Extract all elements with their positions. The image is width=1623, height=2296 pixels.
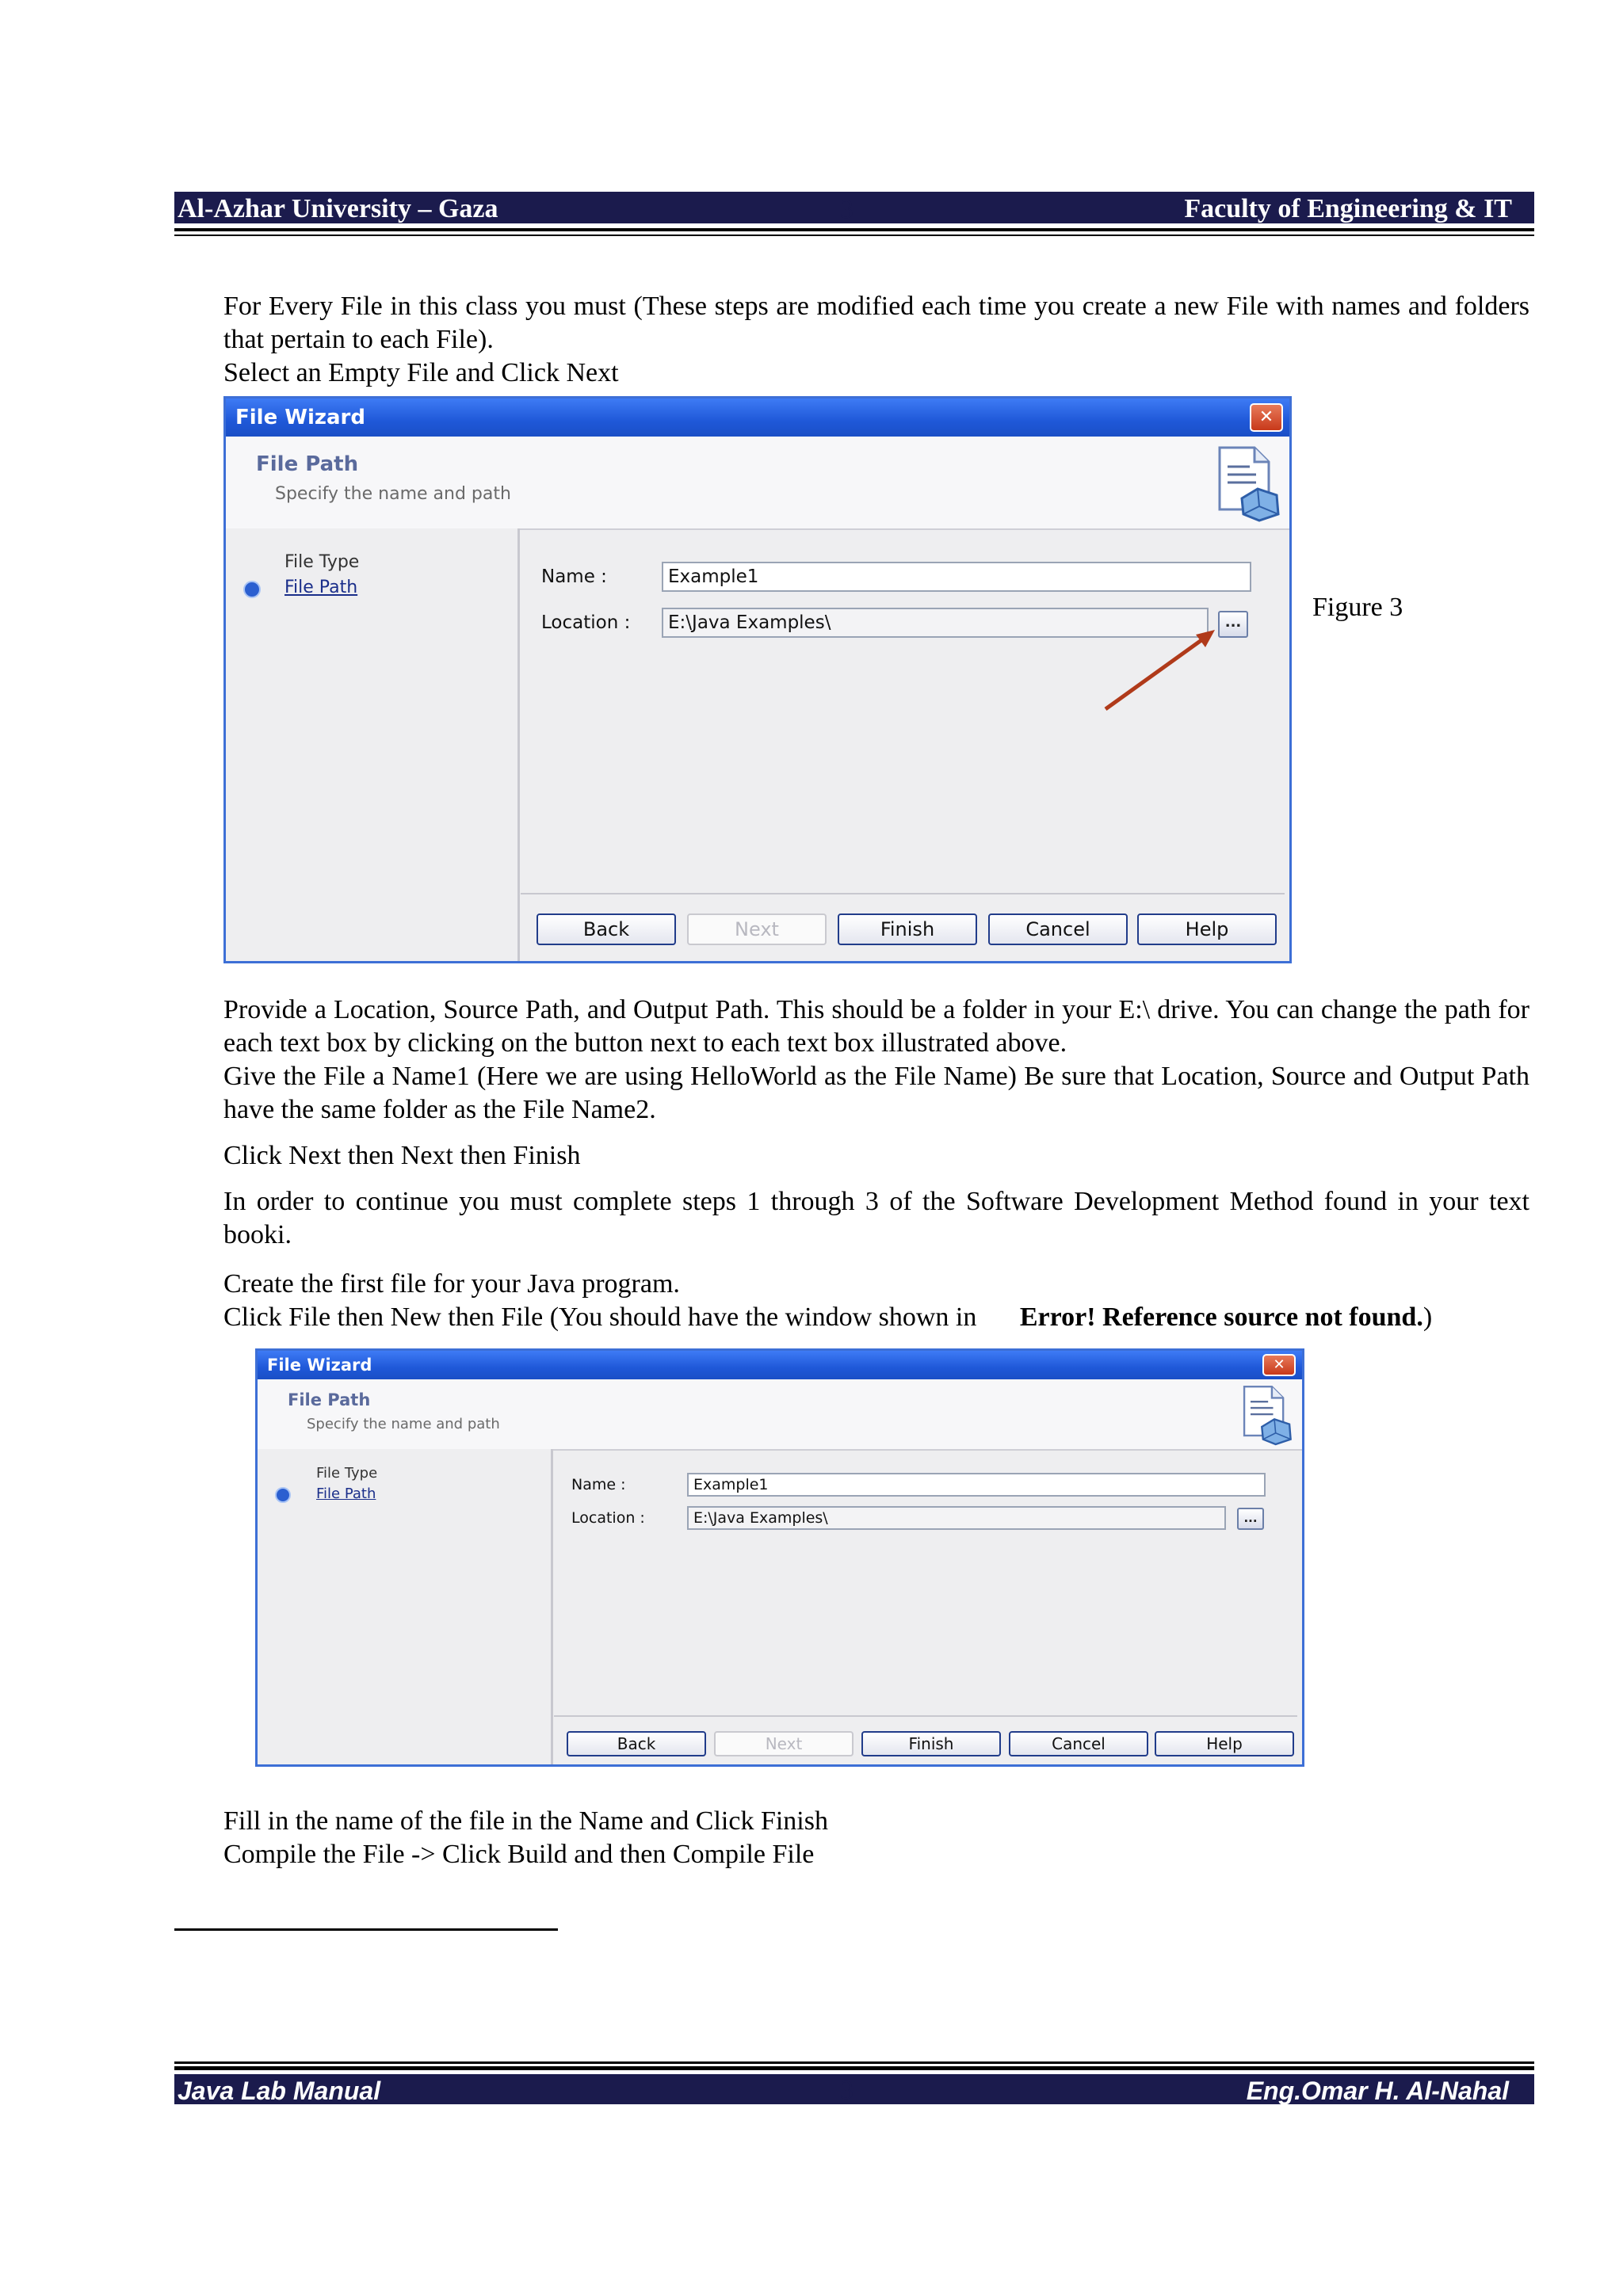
- browse-button[interactable]: ...: [1237, 1508, 1264, 1530]
- paragraph-every-file: For Every File in this class you must (These steps are modified each time you create a new File with names and folders that pertain to each File).: [223, 292, 1529, 354]
- header-university: Al-Azhar University – Gaza: [178, 194, 498, 223]
- location-input[interactable]: E:\Java Examples\: [687, 1506, 1226, 1530]
- banner-subtitle: Specify the name and path: [275, 484, 511, 504]
- dialog-title: File Wizard: [235, 406, 365, 429]
- reference-error-text: Error! Reference source not found.: [1019, 1302, 1423, 1332]
- button-separator: [521, 893, 1285, 894]
- name-input[interactable]: Example1: [687, 1473, 1266, 1497]
- paragraph-select-empty-file: Select an Empty File and Click Next: [223, 358, 619, 387]
- footer-rule-thin: [174, 2061, 1534, 2064]
- wizard-nav-pane: [226, 528, 520, 961]
- name-label: Name :: [571, 1476, 626, 1493]
- location-label: Location :: [541, 612, 631, 633]
- dialog-title-bar: [258, 1351, 1302, 1379]
- header-faculty: Faculty of Engineering & IT: [1184, 194, 1512, 223]
- nav-file-path[interactable]: File Path: [285, 578, 358, 597]
- click-file-text-end: ): [1423, 1302, 1433, 1332]
- back-button[interactable]: Back: [537, 913, 676, 945]
- next-button[interactable]: Next: [687, 913, 827, 945]
- footer-author: Eng.Omar H. Al-Nahal: [1246, 2077, 1509, 2105]
- cancel-button[interactable]: Cancel: [1009, 1731, 1148, 1756]
- nav-file-path[interactable]: File Path: [316, 1486, 376, 1502]
- banner-title: File Path: [288, 1390, 371, 1409]
- footer-page-number: 3: [840, 2076, 854, 2105]
- paragraph-click-next: Click Next then Next then Finish: [223, 1141, 581, 1170]
- document-wizard-icon: [1235, 1383, 1296, 1446]
- paragraph-provide-location: Provide a Location, Source Path, and Output Path. This should be a folder in your E:\ drive. You can change the path for each text box by clicking on the button next to each text box illustrated above.: [223, 995, 1529, 1058]
- header-rule: [174, 228, 1534, 231]
- location-label: Location :: [571, 1509, 645, 1527]
- next-button[interactable]: Next: [714, 1731, 854, 1756]
- header-bar: [174, 192, 1534, 223]
- figure-caption: Figure 3: [1312, 593, 1403, 622]
- dialog-title-bar: [226, 399, 1289, 437]
- dialog-banner: [258, 1379, 1302, 1451]
- name-input[interactable]: Example1: [662, 562, 1251, 592]
- footer-manual-title: Java Lab Manual: [178, 2077, 381, 2105]
- paragraph-create-first-file: Create the first file for your Java program.: [223, 1269, 680, 1299]
- footnote-rule: [174, 1928, 558, 1931]
- file-wizard-dialog-figure3: [223, 396, 1292, 963]
- back-button[interactable]: Back: [567, 1731, 706, 1756]
- file-wizard-dialog-second: [255, 1348, 1304, 1767]
- header-page-number: 3: [840, 195, 854, 224]
- paragraph-fill-name: Fill in the name of the file in the Name and Click Finish: [223, 1806, 828, 1836]
- browse-button[interactable]: ...: [1218, 611, 1248, 638]
- nav-file-type[interactable]: File Type: [285, 552, 360, 572]
- button-separator: [554, 1715, 1297, 1717]
- finish-button[interactable]: Finish: [838, 913, 977, 945]
- banner-subtitle: Specify the name and path: [307, 1416, 500, 1432]
- current-step-icon: [243, 581, 261, 598]
- document-wizard-icon: [1209, 443, 1285, 522]
- paragraph-continue-steps: In order to continue you must complete steps 1 through 3 of the Software Development Method found in your text booki.: [223, 1187, 1529, 1249]
- paragraph-click-file-new: [223, 1301, 1529, 1334]
- paragraph-give-name: Give the File a Name1 (Here we are using HelloWorld as the File Name) Be sure that Location, Source and Output Path have the same folder as the File Name2.: [223, 1062, 1529, 1124]
- help-button[interactable]: Help: [1155, 1731, 1294, 1756]
- paragraph-compile: Compile the File -> Click Build and then Compile File: [223, 1840, 815, 1869]
- banner-title: File Path: [256, 452, 359, 476]
- name-label: Name :: [541, 566, 607, 587]
- dialog-banner: [226, 437, 1289, 530]
- nav-file-type[interactable]: File Type: [316, 1465, 378, 1482]
- footer-bar: [174, 2074, 1534, 2104]
- dialog-title: File Wizard: [267, 1356, 372, 1375]
- close-icon[interactable]: ✕: [1250, 403, 1283, 432]
- pointer-arrow: [1098, 620, 1224, 715]
- footer-rule: [174, 2066, 1534, 2070]
- location-input[interactable]: E:\Java Examples\: [662, 608, 1209, 638]
- header-rule-thin: [174, 235, 1534, 236]
- wizard-nav-pane: [258, 1449, 553, 1764]
- help-button[interactable]: Help: [1137, 913, 1277, 945]
- close-icon[interactable]: ✕: [1262, 1354, 1296, 1376]
- click-file-text: Click File then New then File (You should have the window shown in: [223, 1302, 977, 1332]
- finish-button[interactable]: Finish: [861, 1731, 1001, 1756]
- current-step-icon: [275, 1487, 291, 1503]
- cancel-button[interactable]: Cancel: [988, 913, 1128, 945]
